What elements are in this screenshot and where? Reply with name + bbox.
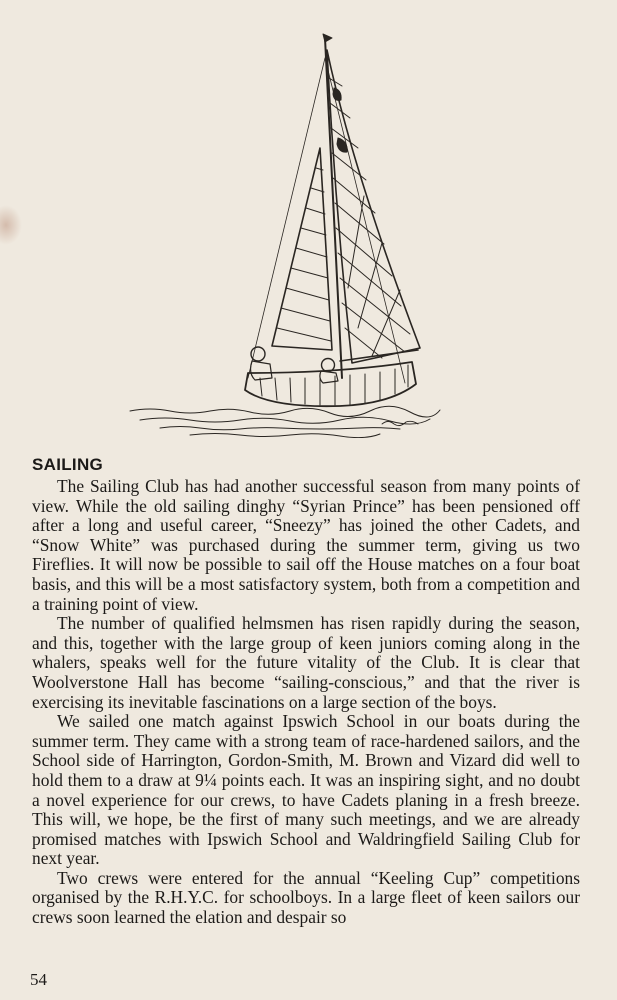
paper-stain [0, 205, 22, 245]
page-number: 54 [30, 970, 47, 989]
sailing-dinghy-illustration [120, 28, 450, 438]
article-heading: SAILING [32, 455, 104, 474]
sailing-article [32, 455, 580, 928]
article-paragraph: We sailed one match against Ipswich School in our boats during the summer term. They came with a strong team of race-hardened sailors, and the School side of Harrington, Gordon-Smith, M. Brown and Vizard did well to hold them to a draw at 9¼ points each. It was an inspiring sight, and no doubt a novel experience for our crews, to have Cadets planing in a fresh breeze. This will, we hope, be the first of many such meetings, and we are already promised matches with Ipswich School and Waldringfield Sailing Club for next year. [32, 711, 580, 869]
article-paragraph: The Sailing Club has had another successful season from many points of view. While the old sailing dinghy “Syrian Prince” has been pensioned off after a long and useful career, “Sneezy” has joined the other Cadets, and “Snow White” was purchased during the summer term, giving us two Fireflies. It will now be possible to sail off the House matches on a four boat basis, and this will be a most satisfactory system, both from a competition and a training point of view. [32, 476, 580, 614]
article-paragraph: Two crews were entered for the annual “Keeling Cup” competitions organised by the R.H.Y.C. for schoolboys. In a large fleet of keen sailors our crews soon learned the elation and despair so [32, 867, 580, 928]
article-paragraph: The number of qualified helmsmen has risen rapidly during the season, and this, together with the large group of keen juniors coming along in the whalers, speaks well for the future vitality of the Club. It is clear that Woolverstone Hall has become “sailing-conscious,” and that the river is exercising its inevitable fascinations on a large section of the boys. [32, 613, 580, 712]
